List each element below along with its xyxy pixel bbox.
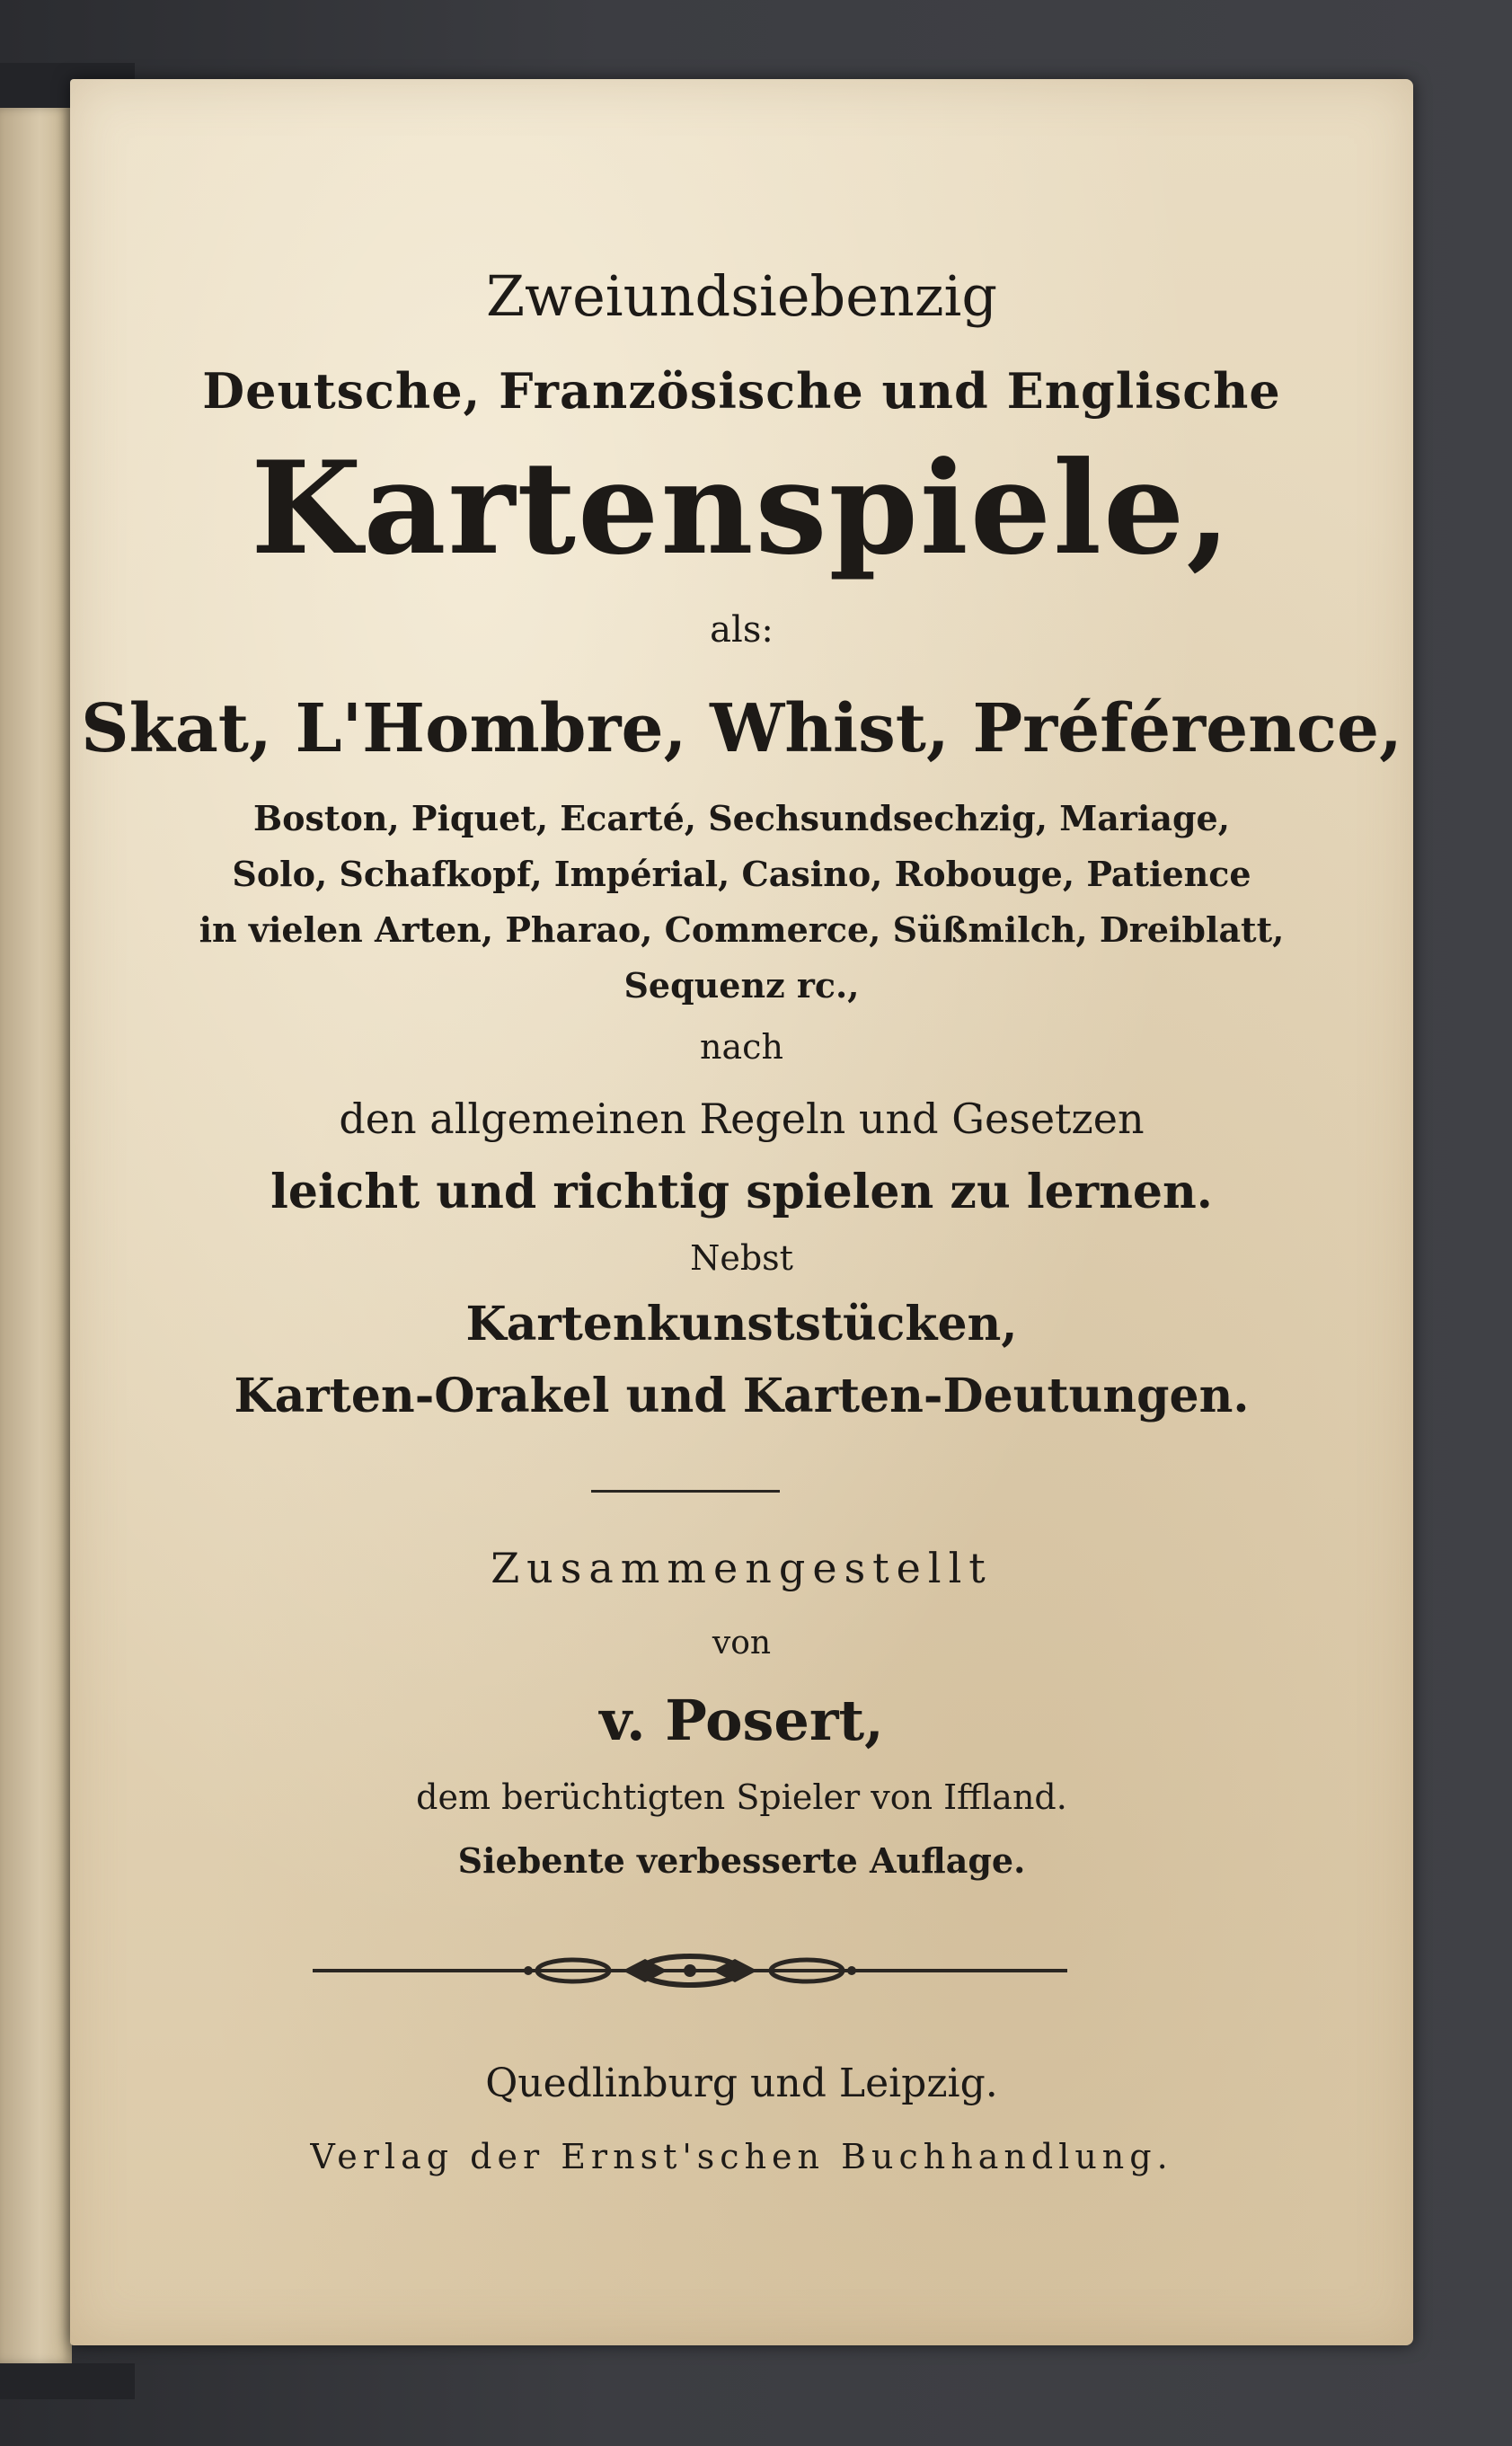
edition-line: Siebente verbesserte Auflage. [457,1840,1026,1881]
imprint-city: Quedlinburg und Leipzig. [485,2060,998,2106]
games-list-row-1: Boston, Piquet, Ecarté, Sechsundsechzig, Mariage, [253,798,1230,838]
author-name: v. Posert, [599,1688,884,1753]
games-list-row-4: Sequenz rc., [623,965,860,1006]
games-list-row-2: Solo, Schafkopf, Impérial, Casino, Robouge, Patience [232,854,1251,894]
left-page-edge [0,108,72,2363]
short-divider-rule [591,1490,780,1493]
imprint-publisher: Verlag der Ernst'schen Buchhandlung. [310,2137,1173,2176]
title-page [70,79,1413,2345]
nach-line: nach [700,1027,783,1067]
von-line: von [712,1625,772,1662]
ornamental-divider [313,1948,1067,1993]
title-number: Zweiundsiebenzig [485,263,998,329]
title-main: Kartenspiele, [251,434,1233,583]
binding-strip-bottom [0,2363,135,2399]
games-major-list: Skat, L'Hombre, Whist, Préférence, [81,690,1402,767]
nebst-line: Nebst [690,1238,793,1278]
title-als: als: [710,609,774,651]
title-origins: Deutsche, Französische und Englische [202,362,1281,420]
extras-line-2: Karten-Orakel und Karten-Deutungen. [234,1369,1250,1423]
author-description: dem berüchtigten Spieler von Iffland. [416,1777,1067,1817]
extras-line-1: Kartenkunststücken, [465,1297,1018,1352]
compiled-line: Zusammengestellt [491,1544,993,1592]
learn-line: leicht und richtig spielen zu lernen. [270,1165,1213,1219]
rules-line: den allgemeinen Regeln und Gesetzen [339,1094,1145,1143]
games-list-row-3: in vielen Arten, Pharao, Commerce, Süßmilch, Dreiblatt, [199,909,1285,950]
